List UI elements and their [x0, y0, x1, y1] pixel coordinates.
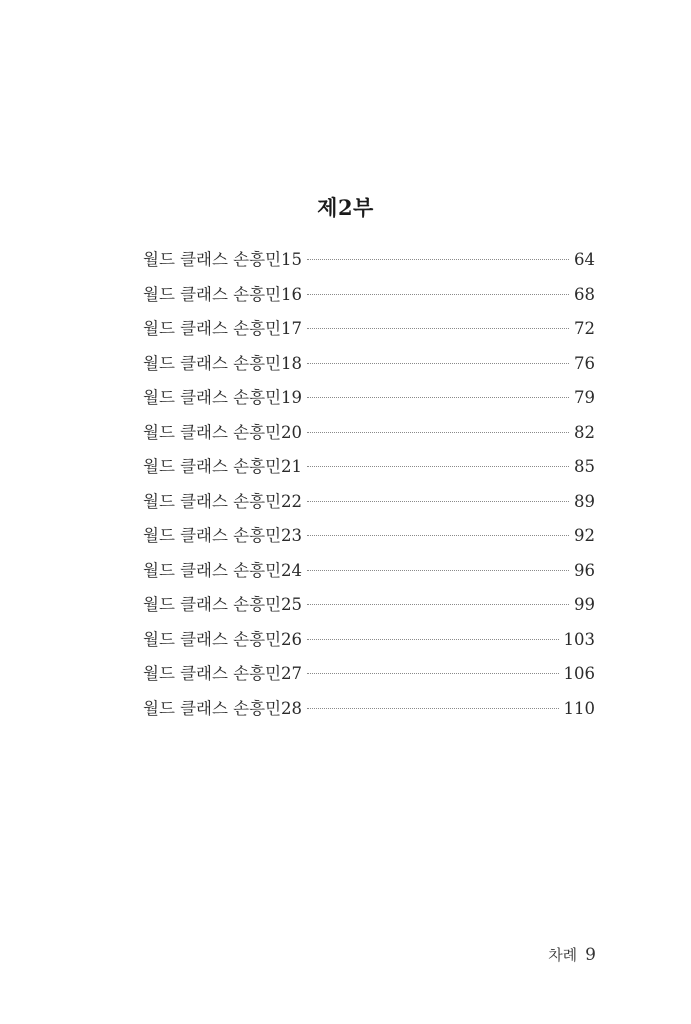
footer-section-label: 차례 [548, 946, 578, 964]
dot-leader [307, 432, 569, 433]
dot-leader [307, 708, 559, 709]
toc-entry-title: 월드 클래스 손흥민19 [143, 388, 302, 407]
toc-entry-page: 79 [574, 388, 595, 407]
dot-leader [307, 535, 569, 536]
toc-entry-page: 82 [574, 422, 595, 442]
dot-leader [307, 501, 569, 502]
toc-entry[interactable] [143, 453, 595, 488]
toc-entry[interactable] [143, 419, 595, 454]
toc-entry[interactable] [143, 488, 595, 523]
dot-leader [307, 294, 569, 295]
toc-entry[interactable] [143, 281, 595, 316]
toc-entry-page: 96 [574, 560, 595, 580]
toc-entry-title: 월드 클래스 손흥민21 [143, 457, 302, 476]
toc-entry-title: 월드 클래스 손흥민28 [143, 698, 302, 718]
toc-entry-title: 월드 클래스 손흥민17 [143, 319, 302, 338]
dot-leader [307, 397, 569, 398]
toc-entry-title: 월드 클래스 손흥민27 [143, 664, 302, 683]
toc-entry[interactable] [143, 384, 595, 419]
toc-entry-page: 76 [574, 353, 595, 373]
toc-entry-title: 월드 클래스 손흥민23 [143, 526, 302, 545]
toc-entry-page: 110 [563, 698, 595, 718]
toc-entry[interactable] [143, 315, 595, 350]
toc-entry-page: 103 [563, 629, 595, 649]
toc-entry[interactable] [143, 660, 595, 695]
toc-entry-title: 월드 클래스 손흥민18 [143, 353, 302, 373]
toc-entry-title: 월드 클래스 손흥민25 [143, 595, 302, 614]
toc-entry-title: 월드 클래스 손흥민16 [143, 284, 302, 304]
dot-leader [307, 466, 569, 467]
dot-leader [307, 673, 559, 674]
toc-entry-page: 89 [574, 491, 595, 511]
toc-entry-page: 72 [574, 319, 595, 338]
dot-leader [307, 259, 569, 260]
toc-entry[interactable] [143, 591, 595, 626]
toc-entry[interactable] [143, 557, 595, 592]
dot-leader [307, 570, 569, 571]
toc-entry-page: 85 [574, 457, 595, 476]
toc-entry-page: 64 [574, 250, 595, 269]
toc-entry[interactable] [143, 626, 595, 661]
toc-entry[interactable] [143, 350, 595, 385]
toc-entry[interactable] [143, 522, 595, 557]
toc-entry-page: 106 [563, 664, 595, 683]
toc-entry-title: 월드 클래스 손흥민20 [143, 422, 302, 442]
table-of-contents [143, 246, 595, 729]
toc-entry-title: 월드 클래스 손흥민24 [143, 560, 302, 580]
toc-entry-title: 월드 클래스 손흥민22 [143, 491, 302, 511]
dot-leader [307, 328, 569, 329]
toc-entry[interactable] [143, 246, 595, 281]
dot-leader [307, 604, 569, 605]
toc-entry-page: 99 [574, 595, 595, 614]
page-number: 9 [585, 945, 596, 965]
dot-leader [307, 363, 569, 364]
toc-entry[interactable] [143, 695, 595, 730]
dot-leader [307, 639, 559, 640]
toc-entry-page: 68 [574, 284, 595, 304]
page-footer [548, 944, 596, 965]
toc-entry-page: 92 [574, 526, 595, 545]
toc-entry-title: 월드 클래스 손흥민15 [143, 250, 302, 269]
part-title: 제2부 [317, 195, 374, 220]
toc-entry-title: 월드 클래스 손흥민26 [143, 629, 302, 649]
